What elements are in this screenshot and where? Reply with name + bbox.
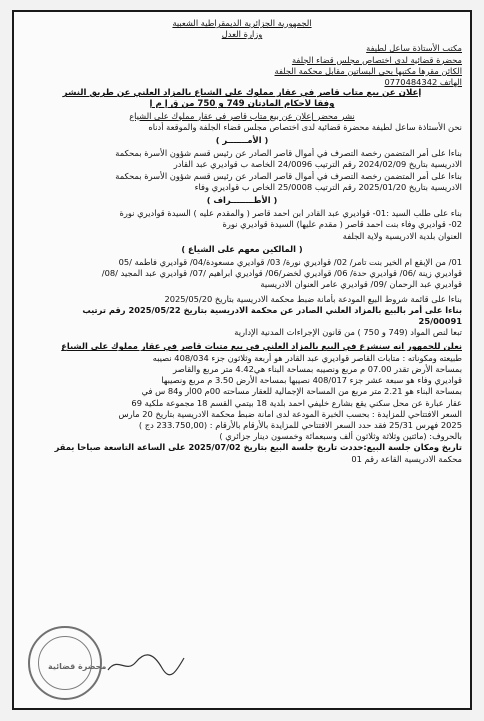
section-owners: ( المالكين معهم على الشياع ) xyxy=(181,243,303,254)
announcement-title: إعلان عن بيع متاب قاصر في عقار مملوك على الشياع بالمزاد العلني عن طريق النشر xyxy=(62,88,422,99)
party-line: 02- قواديري وفاء بنت احمد قاصر ( مقدم عليها) السيدة قواديري نورة xyxy=(222,219,462,230)
announcement-subtitle: وفقا لأحكام المادتان 749 و 750 من ق إ م إ xyxy=(149,99,335,110)
stamp-text: محضرة قضائية xyxy=(48,662,107,671)
publish-line: نشر محضر إعلان عن بيع متاب قاصر في عقار مملوك على الشياع xyxy=(129,110,355,121)
notice-line: بالحروف: (مائتين وثلاثة وثلاثون ألف وسبعمائة وخمسون دينار جزائري ) xyxy=(219,431,462,442)
official-stamp xyxy=(28,626,107,700)
notice-line: بمساحة الأرض تقدر 07.00 م مربع ونصيبه بمساحة البناء هي4.42 متر مربع والقاصر xyxy=(173,363,462,374)
owner-line: قواديري زينة /06/ قواديري حدة/ 06/ قواديري لخضر/06/ قواديري ابراهيم /07/ قواديري عبد المجيد /08/ xyxy=(101,268,462,279)
signature xyxy=(106,652,186,676)
order-line: بناءا على أمر المتضمن رخصة التصرف في أموال قاصر الصادر عن رئيس قسم شؤون الأسرة بمحكمة xyxy=(115,148,462,159)
notice-line: 2025 فهرس 25/31 فقد حدد السعر الافتتاحي للمزايدة بالأرقام بالأرقام : (233.750,00 دج ) xyxy=(138,419,462,430)
document-body xyxy=(22,18,462,702)
section-parties: ( الأطــــــــراف ) xyxy=(206,195,278,206)
party-line: العنوان بلدية الادريسية ولاية الجلفة xyxy=(342,230,462,241)
ministry-header: وزارة العدل xyxy=(221,29,263,40)
order-line: الادريسية بتاريخ 2024/02/09 رقم الترتيب 24/0096 الخاصة ب قواديري عبد القادر xyxy=(173,159,462,170)
office-phone: الهاتف 0770484342 xyxy=(384,77,462,88)
section-orders: ( الأمـــــــر ) xyxy=(215,135,269,146)
notice-line: السعر الافتتاحي للمزايدة : بحسب الخبرة المودعة لدى امانة ضبط محكمة الادريسية بتاريخ 20 مارس xyxy=(118,408,462,419)
office-address: الكائن مقرها مكتبها بحي البساتين مقابل محكمة الجلفة xyxy=(274,65,462,76)
notice-line: بمساحة البناء هو 2.21 متر مربع من المساحة الإجمالية للعقار مساحته 00م 00ار و84 س في xyxy=(141,386,462,397)
condition-line: تبعا لنص المواد (749 و 750 ) من قانون الإجراءات المدنية الإدارية xyxy=(234,327,462,338)
notice-line: نعلن للجمهور انه سنشرع في البيع بالمزاد العلني في بيع متبات قاصر في عقار مملوك على الشياع xyxy=(61,341,462,352)
owner-line: قواديري عبد الرحمان /09/ قواديري عامر العنوان الادريسية xyxy=(260,279,462,290)
intro-line: نحن الأستاذة ساعل لطيفة محضرة قضائية لدى اختصاص مجلس قضاء الجلفة والموقعة أدناه xyxy=(148,121,462,132)
document-page xyxy=(12,10,472,710)
notice-line: تاريخ ومكان جلسة البيع:حددت تاريخ جلسة البيع بتاريخ 2025/07/02 على الساعة التاسعة صباحا بمقر xyxy=(54,442,462,453)
order-line: الادريسية بتاريخ 2025/01/20 رقم الترتيب 25/0008 الخاص ب قواديري وفاء xyxy=(194,181,462,192)
office-role: محضرة قضائية لدى اختصاص مجلس قضاء الجلفة xyxy=(291,54,462,65)
republic-header: الجمهورية الجزائرية الديمقراطية الشعبية xyxy=(172,18,312,28)
notice-line: طبيعته ومكوناته : متابات القاصر قواديري عبد القادر هو أربعة وثلاثون جزء 408/034 نصيبه xyxy=(152,352,462,363)
notice-line: قواديري وفاء هو سبعة عشر جزء 408/017 نصيبها بمساحة الأرض 3.50 م مربع ونصيبها xyxy=(161,375,462,386)
party-line: بناء على طلب السيد :01- قواديري عبد القادر ابن احمد قاصر ( والمقدم عليه ) السيدة قواديري نورة xyxy=(119,208,462,219)
office-name: مكتب الأستاذة ساعل لطيفة xyxy=(366,43,462,54)
owner-line: 01/ من الإبقع ام الخير بنت تامر/ 02/ قواديري نورة/ 03/ قواديري مسعودة/04/ قواديري فاطمة /05 xyxy=(118,257,462,268)
condition-line: 25/00091 xyxy=(418,316,462,327)
condition-line: بناءا على أمر بالبيع بالمزاد العلني الصادر عن محكمة الادريسية بتاريخ 2025/05/22 رقم ترتيب xyxy=(82,304,462,315)
notice-line: عقار عبارة عن محل سكني يقع بشارع خليفي احمد بلدية 18 بيتمي القسم 18 مجموعة ملكية 69 xyxy=(131,397,462,408)
order-line: بناءا على أمر المتضمن رخصة التصرف في أموال قاصر الصادر عن رئيس قسم شؤون الأسرة بمحكمة xyxy=(115,170,462,181)
notice-line: محكمة الادريسية القاعة رقم 01 xyxy=(351,453,462,464)
condition-line: بناءا على قائمة شروط البيع المودعة بأمانة ضبط محكمة الادريسية بتاريخ 2025/05/20 xyxy=(164,293,462,304)
